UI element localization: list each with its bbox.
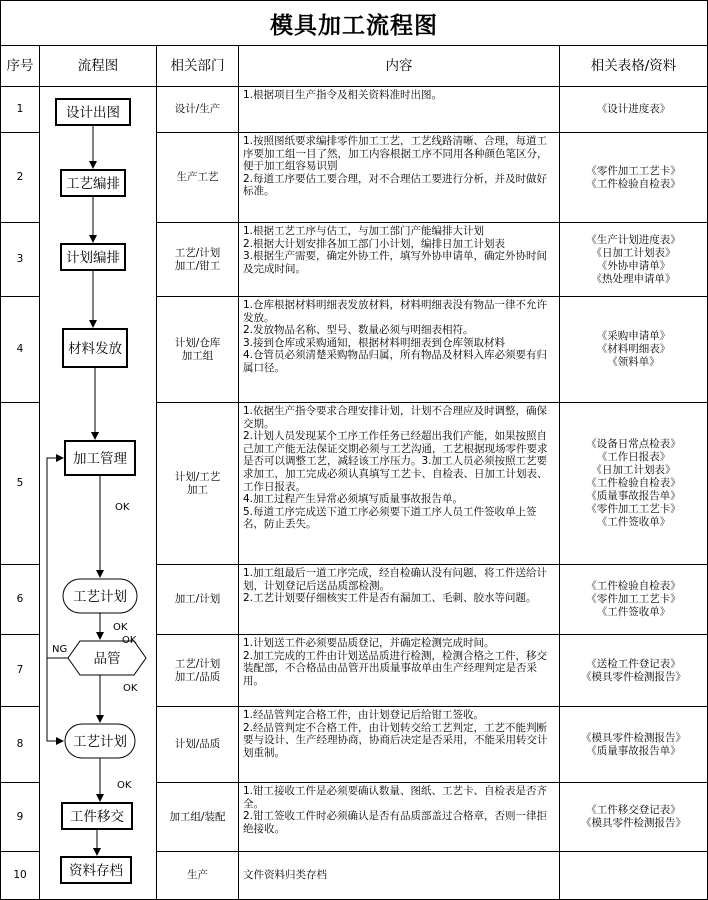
row-dept: 设计/生产 (157, 87, 239, 133)
row-forms: 《送检工件登记表》 《模具零件检测报告》 (560, 635, 708, 707)
row-dept: 工艺/计划 加工/品质 (157, 635, 239, 707)
row-seq: 8 (0, 707, 40, 783)
row-dept: 生产 (157, 852, 239, 900)
row-dept: 计划/品质 (157, 707, 239, 783)
row-seq: 2 (0, 133, 40, 223)
flow-label-ok2: OK (113, 622, 128, 633)
header-forms: 相关表格/资料 (560, 46, 708, 87)
row-seq: 7 (0, 635, 40, 707)
node-design: 设计出图 (66, 105, 120, 121)
row-forms: 《设计进度表》 (560, 87, 708, 133)
node-machining: 加工管理 (73, 451, 127, 467)
row-dept: 加工组/装配 (157, 783, 239, 852)
row-seq: 5 (0, 403, 40, 565)
arrow-ng-loop (47, 458, 68, 658)
row-content: 1.根据工艺工序与估工，与加工部门产能编排大计划 2.根据大计划安排各加工部门小计划，编排日加工计划表 3.根据生产需要，确定外协工件，填写外协申请单，确定外协时间及完成时间。 (239, 223, 560, 297)
row-seq: 10 (0, 852, 40, 900)
row-content: 1.按照图纸要求编排零件加工工艺，工艺线路清晰、合理，每道工序要加工组一目了然，加工内容根据工序不同用各种颜色笔区分，便于加工组容易识别 2.每道工序要估工要合理，对不合理估工要进行分析，并及时做好标准。 (239, 133, 560, 223)
node-archive: 资料存档 (69, 863, 123, 879)
flow-label-ok1: OK (115, 502, 130, 513)
node-process-plan-2: 工艺计划 (73, 589, 127, 605)
row-forms: 《模具零件检测报告》 《质量事故报告单》 (560, 707, 708, 783)
node-process-plan: 工艺编排 (66, 176, 120, 192)
row-forms: 《工件移交登记表》 《模具零件检测报告》 (560, 783, 708, 852)
row-content: 文件资料归类存档 (239, 852, 560, 900)
header-content: 内容 (239, 46, 560, 87)
row-forms: 《零件加工工艺卡》 《工件检验自检表》 (560, 133, 708, 223)
row-dept: 工艺/计划 加工/钳工 (157, 223, 239, 297)
arrow-ng-branch (47, 658, 63, 741)
row-content: 1.钳工接收工件是必须要确认数量、图纸、工艺卡、自检表是否齐全。 2.钳工签收工件时必须确认是否有品质部盖过合格章，否则一律拒绝接收。 (239, 783, 560, 852)
flow-label-ng: NG (52, 644, 68, 655)
page-title: 模具加工流程图 (0, 0, 708, 46)
row-content: 1.根据项目生产指令及相关资料准时出图。 (239, 87, 560, 133)
row-dept: 生产工艺 (157, 133, 239, 223)
row-content: 1.加工组最后一道工序完成，经自检确认没有问题，将工件送给计划，计划登记后送品质部检测。 2.工艺计划要仔细核实工件是否有漏加工、毛刺、胶水等问题。 (239, 565, 560, 635)
node-material: 材料发放 (68, 341, 122, 357)
header-seq: 序号 (0, 46, 40, 87)
row-seq: 6 (0, 565, 40, 635)
node-handover: 工件移交 (70, 809, 124, 825)
row-content: 1.依据生产指令要求合理安排计划，计划不合理应及时调整，确保交期。 2.计划人员发现某个工序工作任务已经超出我们产能，如果按照自己加工产能无法保证交期必须与工艺沟通，工艺根据现场零件要求是否可以调整工艺，减轻该工序压力。3.加工人员必须按照工艺要求加工，加工完成必须认真填写工艺卡、自检表、日加工计划表、工作日报表。 4.加工过程产生异常必须填写质量事故报告单。 5.每道工序完成送下道工序必须要下道工序人员工件签收单上签名，防止丢失。 (239, 403, 560, 565)
row-seq: 4 (0, 297, 40, 403)
row-forms: 《工件检验自检表》 《零件加工工艺卡》 《工件签收单》 (560, 565, 708, 635)
row-content: 1.经品管判定合格工件，由计划登记后给钳工签收。 2.经品管判定不合格工件，由计划转交给工艺判定，工艺不能判断要与设计、生产经理协商，协商后决定是否采用，不能采用转交计划重制。 (239, 707, 560, 783)
row-content: 1.仓库根据材料明细表发放材料，材料明细表没有物品一律不允许发放。 2.发放物品名称、型号、数量必须与明细表相符。 3.接到仓库或采购通知，根据材料明细表到仓库领取材料 4.仓管员必须清楚采购物品归属，所有物品及材料入库必须要有归属口径。 (239, 297, 560, 403)
row-dept: 计划/工艺 加工 (157, 403, 239, 565)
row-seq: 3 (0, 223, 40, 297)
header-flow: 流程图 (40, 46, 157, 87)
node-process-plan-3: 工艺计划 (73, 734, 127, 750)
flow-label-ok5: OK (117, 780, 132, 791)
row-forms: 《设备日常点检表》 《工作日报表》 《日加工计划表》 《工件检验自检表》 《质量事故报告单》 《零件加工工艺卡》 《工件签收单》 (560, 403, 708, 565)
row-dept: 计划/仓库 加工组 (157, 297, 239, 403)
flow-label-ok3: OK (122, 635, 137, 646)
row-content: 1.计划送工件必须要品质登记，并确定检测完成时间。 2.加工完成的工件由计划送品质进行检测，检测合格之工件，移交装配部，不合格品由品管开出质量事故单由生产经理判定是否采用。 (239, 635, 560, 707)
flow-label-ok4: OK (123, 683, 138, 694)
row-seq: 1 (0, 87, 40, 133)
row-forms: 《采购申请单》 《材料明细表》 《领料单》 (560, 297, 708, 403)
header-dept: 相关部门 (157, 46, 239, 87)
node-schedule: 计划编排 (66, 250, 120, 266)
row-forms: 《生产计划进度表》 《日加工计划表》 《外协申请单》 《热处理申请单》 (560, 223, 708, 297)
node-qc: 品管 (93, 651, 121, 667)
row-dept: 加工/计划 (157, 565, 239, 635)
row-seq: 9 (0, 783, 40, 852)
